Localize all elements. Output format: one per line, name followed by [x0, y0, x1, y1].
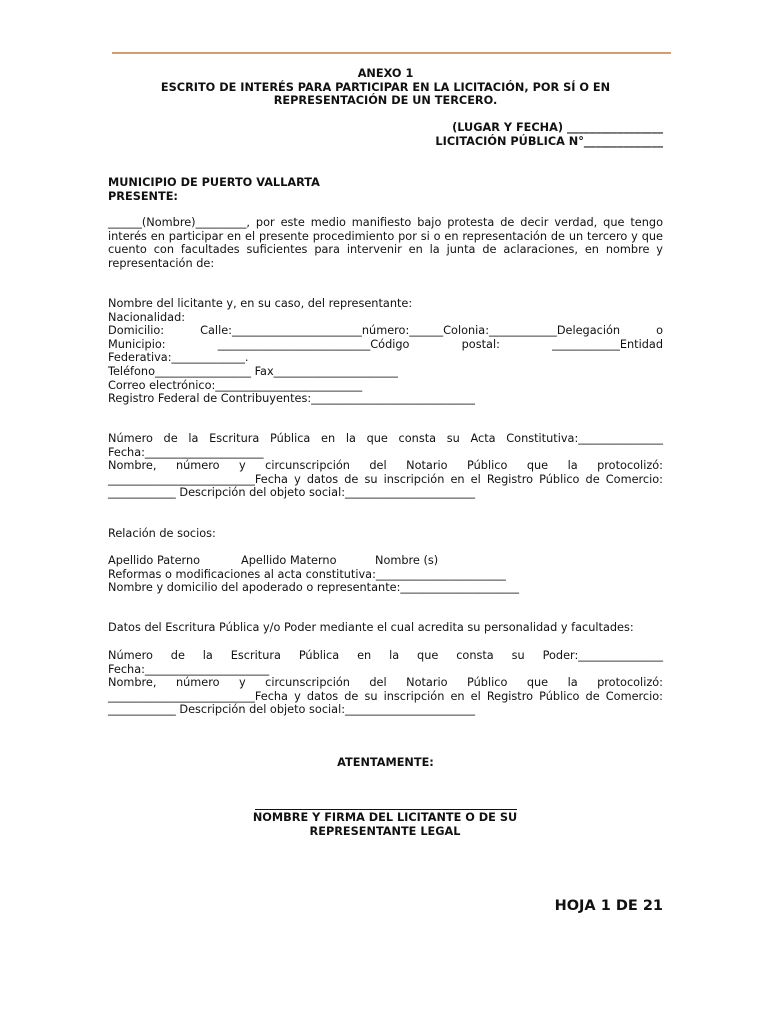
addressee-block	[108, 176, 663, 203]
partners-col-name: Nombre (s)	[375, 554, 439, 567]
place-date-block	[108, 121, 663, 148]
deed-line-5: ____________ Descripción del objeto social:_______________________	[108, 486, 475, 500]
deed-line-1: Número de la Escritura Pública en la que consta su Acta Constitutiva:_______________	[108, 432, 663, 445]
document-subtitle-1: ESCRITO DE INTERÉS PARA PARTICIPAR EN LA LICITACIÓN, POR SÍ O EN	[160, 80, 611, 94]
place-date-line: (LUGAR Y FECHA) _________________	[452, 121, 663, 134]
bidder-line-5: Federativa:_____________.	[108, 351, 249, 365]
bidder-section	[108, 297, 663, 406]
partners-columns	[108, 554, 663, 595]
power-line-3: Nombre, número y circunscripción del Notario Público que la protocolizó:	[108, 676, 663, 690]
deed-section	[108, 432, 663, 500]
bidder-line-6: Teléfono_________________ Fax______________________	[108, 364, 398, 378]
intro-line-3: cuento con facultades suficientes para intervenir en la junta de aclaraciones, en nombre y	[108, 243, 663, 257]
bidder-line-1: Nombre del licitante y, en su caso, del representante:	[108, 297, 413, 310]
bidder-line-3: Domicilio: Calle:_______________________número:______Colonia:____________Delegación o	[108, 324, 663, 338]
annex-title: ANEXO 1	[357, 67, 414, 80]
closing-block	[108, 756, 663, 770]
signature-caption	[215, 811, 555, 838]
partners-col-paternal: Apellido Paterno	[108, 554, 201, 567]
intro-line-4: representación de:	[108, 256, 215, 270]
document-header	[108, 67, 663, 108]
page-number: HOJA 1 DE 21	[554, 898, 663, 914]
header-rule	[112, 52, 671, 54]
document-subtitle-2: REPRESENTACIÓN DE UN TERCERO.	[273, 94, 498, 108]
signature-caption-line-2: REPRESENTANTE LEGAL	[309, 824, 461, 838]
intro-line-2: interés en participar en el presente procedimiento por si o en representación de un tercero y que	[108, 229, 663, 243]
partners-section	[108, 527, 663, 541]
partners-line-reforms: Reformas o modificaciones al acta constitutiva:_______________________	[108, 567, 506, 581]
power-line-1: Número de la Escritura Pública en la que consta su Poder:_______________	[108, 649, 663, 662]
partners-title: Relación de socios:	[108, 527, 216, 540]
power-line-2: Fecha:______________________	[108, 662, 270, 676]
addressee-line-1: MUNICIPIO DE PUERTO VALLARTA	[108, 176, 320, 189]
power-line-5: ____________ Descripción del objeto social:_______________________	[108, 703, 475, 717]
partners-line-attorney: Nombre y domicilio del apoderado o representante:_____________________	[108, 581, 520, 595]
partners-col-maternal: Apellido Materno	[241, 554, 337, 567]
deed-line-3: Nombre, número y circunscripción del Notario Público que la protocolizó:	[108, 459, 663, 473]
signature-caption-line-1: NOMBRE Y FIRMA DEL LICITANTE O DE SU	[252, 811, 518, 824]
bidder-line-7: Correo electrónico:__________________________	[108, 378, 363, 392]
signature-line	[255, 809, 517, 810]
power-line-4: __________________________Fecha y datos de su inscripción en el Registro Público de Comercio:	[108, 689, 663, 703]
addressee-line-2: PRESENTE:	[108, 189, 178, 203]
bidder-line-2: Nacionalidad:	[108, 310, 186, 324]
power-title: Datos del Escritura Pública y/o Poder mediante el cual acredita su personalidad y facultades:	[108, 621, 634, 634]
deed-line-2: Fecha:_____________________	[108, 445, 264, 459]
bidder-line-4: Municipio: ___________________________Código postal: ____________Entidad	[108, 337, 663, 351]
atentamente-label: ATENTAMENTE:	[337, 756, 434, 769]
power-fields	[108, 649, 663, 717]
deed-line-4: __________________________Fecha y datos de su inscripción en el Registro Público de Comercio:	[108, 472, 663, 486]
power-section	[108, 621, 663, 635]
bidder-line-8: Registro Federal de Contribuyentes:_____________________________	[108, 392, 475, 406]
intro-line-1: ______(Nombre)_________, por este medio manifiesto bajo protesta de decir verdad, que tengo	[108, 216, 663, 229]
licitacion-number-line: LICITACIÓN PÚBLICA N°______________	[435, 134, 663, 148]
intro-paragraph	[108, 216, 663, 270]
